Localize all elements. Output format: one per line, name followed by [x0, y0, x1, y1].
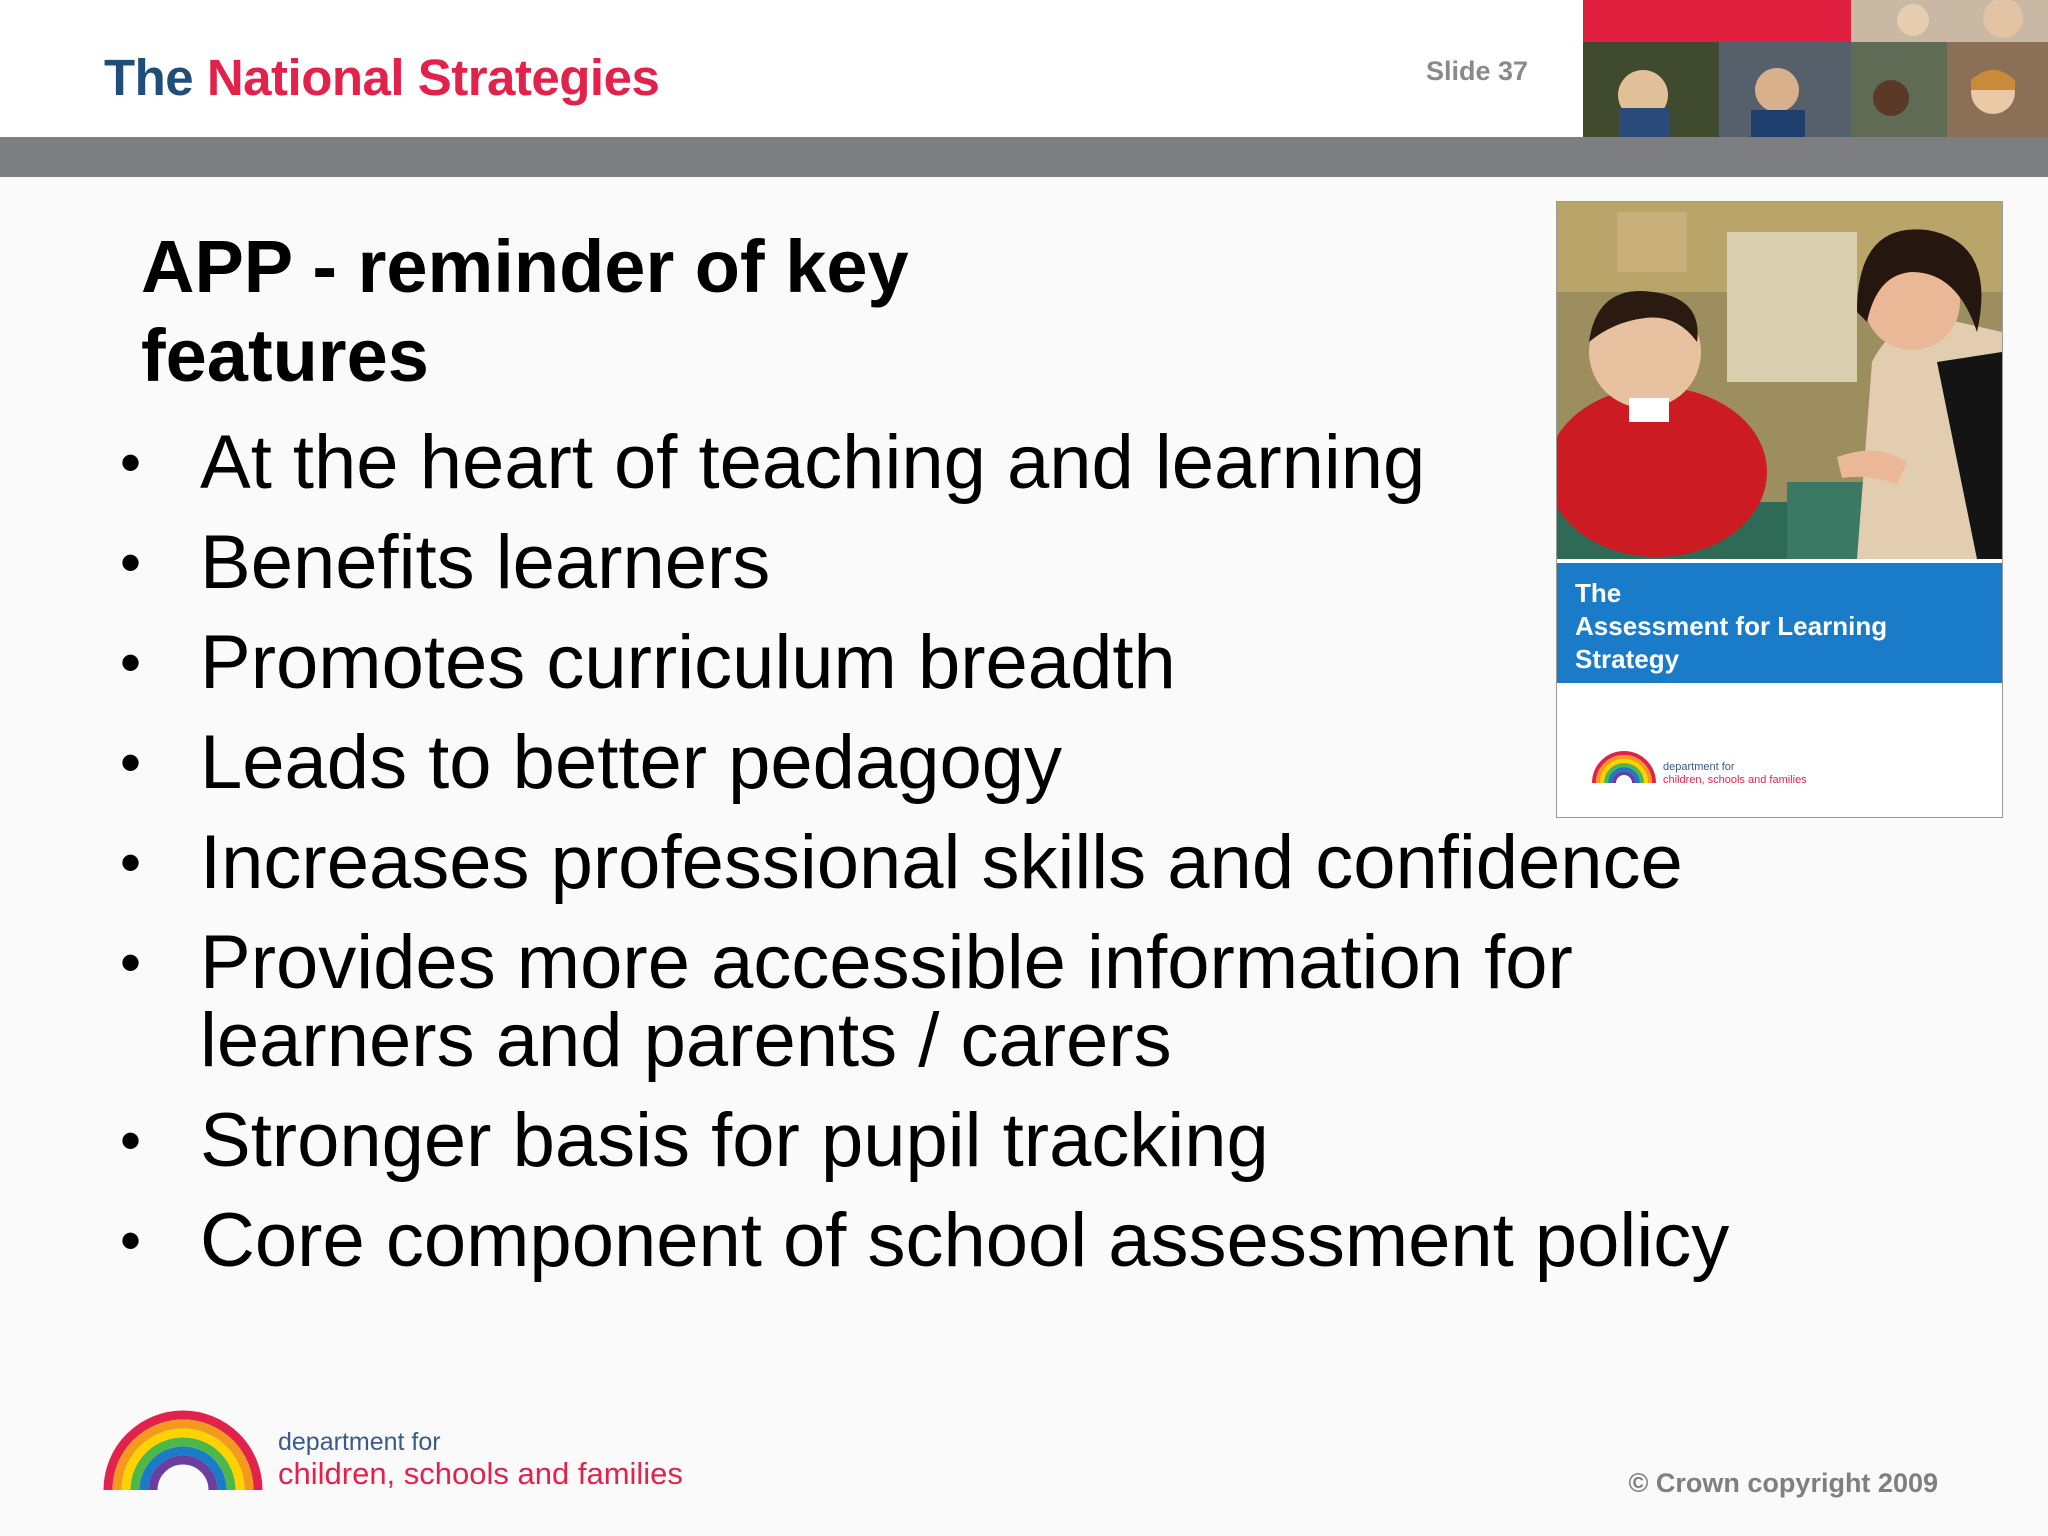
bullet-glyph: • — [120, 929, 142, 996]
brand-name: National Strategies — [206, 49, 660, 106]
cover-title-band — [1557, 563, 2002, 683]
cover-title — [1575, 577, 1995, 676]
bullet-glyph: • — [120, 829, 142, 896]
bullet-glyph: • — [120, 729, 142, 796]
bullet-item — [120, 820, 1840, 905]
dcsf-wordmark — [278, 1427, 683, 1491]
bullet-glyph: • — [120, 629, 142, 696]
brand-the: The — [104, 49, 194, 106]
bullet-text: Provides more accessible information for learners and parents / carers — [200, 920, 1573, 1083]
cover-title-line: The — [1575, 578, 1622, 608]
bullet-glyph: • — [120, 1107, 142, 1174]
national-strategies-logo — [104, 48, 659, 107]
dcsf-line1: department for — [278, 1428, 441, 1456]
bullet-text: Stronger basis for pupil tracking — [200, 1098, 1269, 1183]
bullet-item — [120, 920, 1840, 1083]
header-photo-strip — [1583, 0, 2048, 137]
bullet-glyph: • — [120, 1207, 142, 1274]
bullet-glyph: • — [120, 529, 142, 596]
bullet-text: Benefits learners — [200, 520, 771, 605]
cover-dept-line2: children, schools and families — [1663, 774, 1807, 786]
strategy-cover-image — [1556, 201, 2003, 818]
copyright-notice: © Crown copyright 2009 — [1628, 1468, 1938, 1498]
dcsf-rainbow-logo-icon — [102, 1410, 264, 1492]
cover-title-line: Strategy — [1575, 644, 1680, 674]
bullet-text: Core component of school assessment policy — [200, 1198, 1730, 1283]
slide-number: Slide 37 — [1426, 56, 1529, 86]
bullet-glyph: • — [120, 429, 142, 496]
dcsf-line2: children, schools and families — [278, 1456, 683, 1491]
cover-dept-line1: department for — [1663, 761, 1735, 773]
bullet-text: Leads to better pedagogy — [200, 720, 1063, 805]
bullet-text: Increases professional skills and confidence — [200, 820, 1683, 905]
header-divider-bar — [0, 137, 2048, 177]
header — [0, 0, 2048, 137]
rainbow-logo-icon — [1591, 750, 1657, 784]
slide-title: APP - reminder of key features — [141, 225, 909, 397]
cover-dept-text — [1663, 761, 1807, 787]
bullet-item — [120, 1098, 1840, 1183]
bullet-item — [120, 1198, 1840, 1283]
bullet-text: At the heart of teaching and learning — [200, 420, 1426, 505]
bullet-text: Promotes curriculum breadth — [200, 620, 1176, 705]
classroom-photo — [1557, 202, 2002, 559]
cover-title-line: Assessment for Learning — [1575, 611, 1888, 641]
